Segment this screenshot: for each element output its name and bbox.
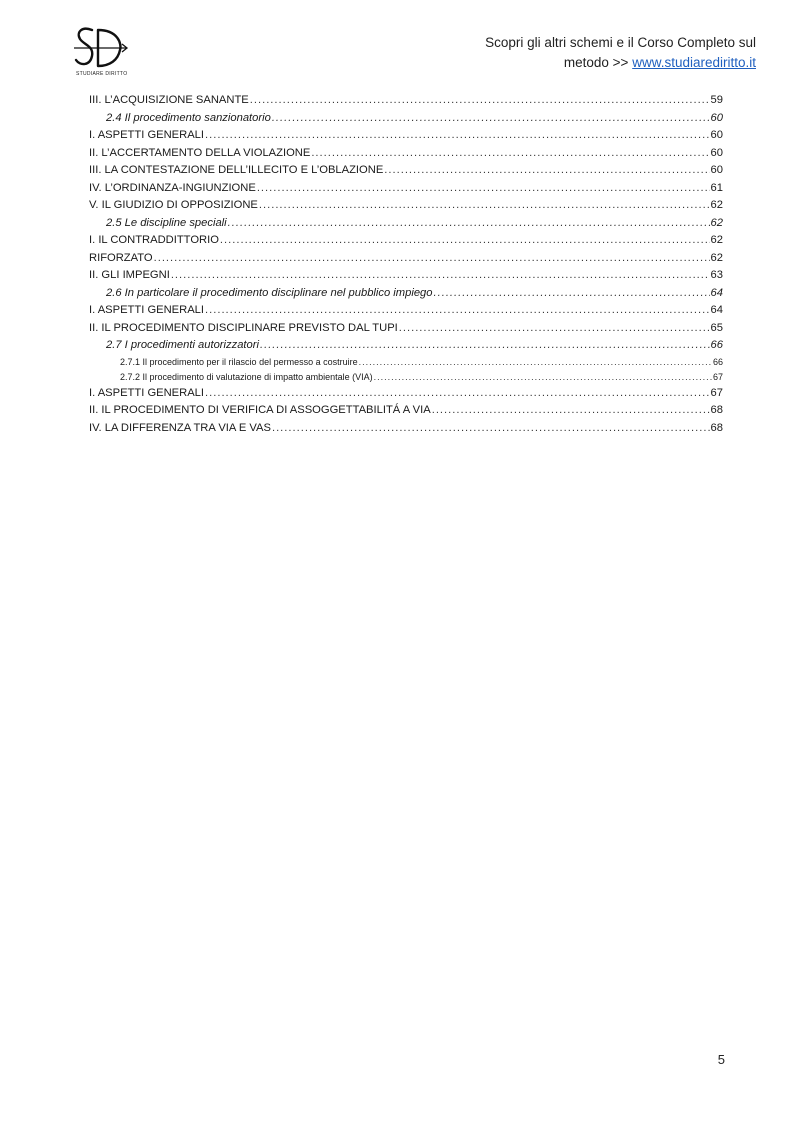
toc-entry-title: 2.7.2 Il procedimento di valutazione di impatto ambientale (VIA) xyxy=(120,371,373,382)
toc-leader-dots xyxy=(228,217,710,229)
toc-entry[interactable] xyxy=(89,147,723,165)
toc-entry[interactable] xyxy=(89,199,723,217)
toc-entry-page: 66 xyxy=(712,356,723,367)
toc-entry-page: 62 xyxy=(710,216,723,229)
toc-entry-title: RIFORZATO xyxy=(89,251,153,264)
toc-leader-dots xyxy=(205,304,710,316)
toc-entry[interactable] xyxy=(89,339,723,357)
toc-entry[interactable] xyxy=(89,304,723,322)
promo-line-2 xyxy=(485,53,756,73)
logo-caption: STUDIARE DIRITTO xyxy=(76,71,128,77)
toc-entry-page: 68 xyxy=(710,404,723,416)
toc-entry-title: 2.7 I procedimenti autorizzatori xyxy=(106,339,259,351)
toc-entry-title: 2.7.1 Il procedimento per il rilascio del permesso a costruire xyxy=(120,356,358,367)
toc-entry-title: 2.4 Il procedimento sanzionatorio xyxy=(106,111,271,124)
toc-entry[interactable] xyxy=(89,94,723,112)
toc-entry-page: 59 xyxy=(710,94,723,106)
toc-entry[interactable] xyxy=(89,217,723,235)
toc-entry[interactable] xyxy=(89,322,723,340)
toc-entry-page: 63 xyxy=(710,269,723,281)
toc-entry-title: I. IL CONTRADDITTORIO xyxy=(89,234,219,246)
toc-entry-page: 64 xyxy=(710,286,723,299)
toc-entry-title: III. LA CONTESTAZIONE DELL’ILLECITO E L’OBLAZIONE xyxy=(89,164,384,176)
toc-entry-page: 60 xyxy=(710,111,723,124)
toc-entry-title: II. L’ACCERTAMENTO DELLA VIOLAZIONE xyxy=(89,146,311,159)
toc-entry[interactable] xyxy=(89,269,723,287)
toc-entry-title: II. IL PROCEDIMENTO DI VERIFICA DI ASSOGGETTABILITÁ A VIA xyxy=(89,404,431,416)
toc-leader-dots xyxy=(272,422,710,434)
toc-leader-dots xyxy=(250,94,710,106)
toc-entry-page: 64 xyxy=(710,304,723,316)
toc-entry-title: I. ASPETTI GENERALI xyxy=(89,304,205,316)
toc-entry-page: 67 xyxy=(712,371,723,382)
studiarediritto-link[interactable]: www.studiarediritto.it xyxy=(632,55,756,70)
toc-entry[interactable] xyxy=(89,252,723,270)
promo-line-2-prefix: metodo >> xyxy=(563,55,633,70)
toc-entry-page: 60 xyxy=(710,129,723,141)
toc-entry-title: IV. L’ORDINANZA-INGIUNZIONE xyxy=(89,181,256,194)
toc-entry-title: IV. LA DIFFERENZA TRA VIA E VAS xyxy=(89,421,271,434)
toc-entry-title: 2.6 In particolare il procedimento disciplinare nel pubblico impiego xyxy=(106,286,433,299)
toc-leader-dots xyxy=(220,234,710,246)
toc-entry-title: I. ASPETTI GENERALI xyxy=(89,386,205,399)
toc-leader-dots xyxy=(205,129,710,141)
toc-entry[interactable] xyxy=(89,372,723,387)
toc-leader-dots xyxy=(260,339,710,351)
table-of-contents xyxy=(89,94,723,439)
toc-entry[interactable] xyxy=(89,357,723,372)
toc-entry-page: 60 xyxy=(710,146,723,159)
toc-leader-dots xyxy=(272,112,710,124)
toc-entry[interactable] xyxy=(89,234,723,252)
toc-leader-dots xyxy=(432,404,710,416)
page-number: 5 xyxy=(717,1052,725,1067)
toc-entry-page: 66 xyxy=(710,339,723,351)
toc-leader-dots xyxy=(359,357,712,367)
toc-entry[interactable] xyxy=(89,404,723,422)
toc-leader-dots xyxy=(257,182,710,194)
toc-entry-title: 2.5 Le discipline speciali xyxy=(106,216,227,229)
toc-entry-page: 62 xyxy=(710,251,723,264)
toc-leader-dots xyxy=(399,322,710,334)
toc-entry-title: I. ASPETTI GENERALI xyxy=(89,129,205,141)
toc-leader-dots xyxy=(205,387,710,399)
toc-leader-dots xyxy=(171,269,710,281)
toc-entry-title: II. IL PROCEDIMENTO DISCIPLINARE PREVISTO DAL TUPI xyxy=(89,321,398,334)
toc-entry-page: 62 xyxy=(710,234,723,246)
toc-entry-page: 68 xyxy=(710,421,723,434)
toc-leader-dots xyxy=(384,164,709,176)
toc-entry[interactable] xyxy=(89,129,723,147)
toc-entry-page: 60 xyxy=(710,164,723,176)
toc-entry[interactable] xyxy=(89,422,723,440)
toc-leader-dots xyxy=(259,199,710,211)
toc-entry[interactable] xyxy=(89,112,723,130)
toc-entry-title: II. GLI IMPEGNI xyxy=(89,269,170,281)
toc-leader-dots xyxy=(154,252,710,264)
toc-entry[interactable] xyxy=(89,287,723,305)
sd-logo-mark xyxy=(70,24,130,74)
toc-entry-title: III. L’ACQUISIZIONE SANANTE xyxy=(89,94,249,106)
toc-entry-page: 67 xyxy=(710,386,723,399)
toc-entry[interactable] xyxy=(89,387,723,405)
toc-entry-title: V. IL GIUDIZIO DI OPPOSIZIONE xyxy=(89,199,258,211)
toc-leader-dots xyxy=(434,287,710,299)
header-promo-note xyxy=(485,33,756,73)
toc-entry-page: 61 xyxy=(710,181,723,194)
toc-entry-page: 65 xyxy=(710,321,723,334)
toc-leader-dots xyxy=(374,372,712,382)
promo-line-1: Scopri gli altri schemi e il Corso Completo sul xyxy=(485,35,756,50)
toc-leader-dots xyxy=(311,147,709,159)
toc-entry[interactable] xyxy=(89,182,723,200)
toc-entry[interactable] xyxy=(89,164,723,182)
toc-entry-page: 62 xyxy=(710,199,723,211)
